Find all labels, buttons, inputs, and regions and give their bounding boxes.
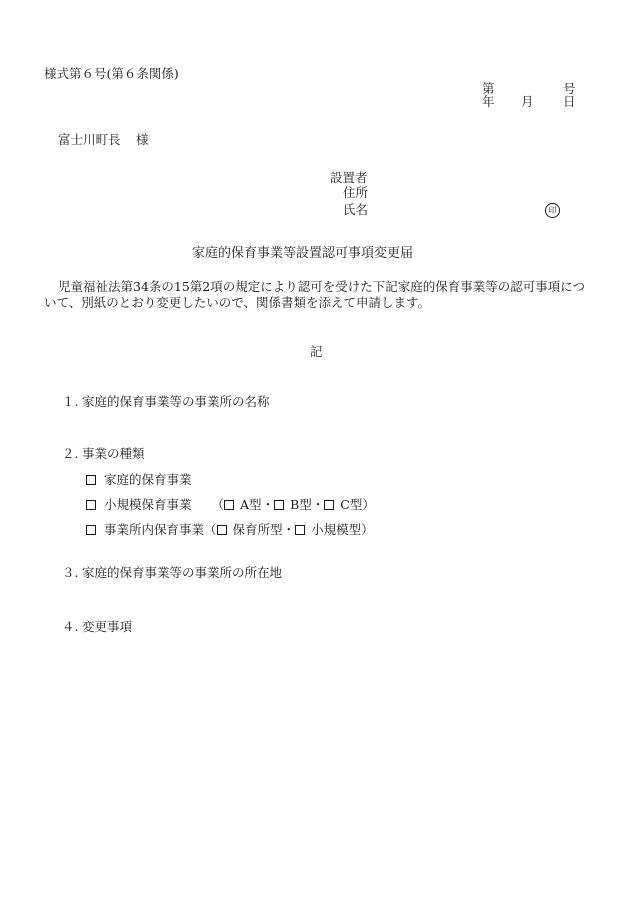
type-c-label: C型 (340, 497, 363, 512)
type-b-checkbox[interactable] (274, 500, 284, 510)
workplace-paren-open: （ (204, 522, 217, 537)
date-day-label: 日 (563, 94, 576, 109)
document-number-suffix: 号 (563, 81, 576, 96)
type-c-checkbox[interactable] (324, 500, 334, 510)
recipient-honorific: 様 (136, 132, 149, 147)
separator: ・ (282, 522, 296, 537)
workplace-label: 事業所内保育事業 (104, 522, 205, 537)
small-type-label: 小規模型 (311, 522, 362, 537)
item-number: ４. (62, 619, 79, 634)
address-label: 住所 (343, 185, 369, 200)
family-care-label: 家庭的保育事業 (104, 472, 192, 487)
applicant-label: 設置者 (330, 170, 368, 185)
type-b-label: B型 (290, 497, 312, 512)
separator: ・ (261, 497, 275, 512)
type-a-checkbox[interactable] (224, 500, 234, 510)
type-a-label: A型 (240, 497, 262, 512)
ki-heading: 記 (310, 344, 323, 359)
item-number: ２. (62, 446, 79, 461)
family-care-checkbox[interactable] (86, 475, 96, 485)
item-label: 事業の種類 (82, 446, 145, 461)
recipient-name: 富士川町長 (58, 132, 121, 147)
item-changes (62, 621, 132, 634)
option-family-care (86, 474, 192, 487)
small-scale-paren-open: （ (211, 497, 225, 512)
small-scale-label: 小規模保育事業 (104, 497, 192, 512)
option-workplace (86, 524, 374, 537)
item-label: 変更事項 (82, 619, 133, 634)
nursery-type-label: 保育所型 (232, 522, 283, 537)
document-number-label: 第 (482, 81, 495, 96)
item-facility-address (62, 567, 282, 580)
date-month-label: 月 (521, 94, 534, 109)
item-facility-name (62, 396, 270, 409)
item-number: ３. (62, 565, 79, 580)
item-business-type (62, 448, 145, 461)
name-label: 氏名 (343, 202, 369, 217)
workplace-checkbox[interactable] (86, 525, 96, 535)
document-title: 家庭的保育事業等設置認可事項変更届 (192, 246, 414, 261)
date-year-label: 年 (482, 94, 495, 109)
small-type-checkbox[interactable] (295, 525, 305, 535)
paren-close: ） (362, 497, 375, 512)
option-small-scale (86, 499, 375, 512)
small-scale-checkbox[interactable] (86, 500, 96, 510)
paren-close: ） (361, 522, 374, 537)
item-number: １. (62, 394, 79, 409)
item-label: 家庭的保育事業等の事業所の名称 (82, 394, 270, 409)
nursery-type-checkbox[interactable] (217, 525, 227, 535)
item-label: 家庭的保育事業等の事業所の所在地 (82, 565, 283, 580)
body-text: 児童福祉法第34条の15第2項の規定により認可を受けた下記家庭的保育事業等の認可事項について、別紙のとおり変更したいので、関係書類を添えて申請します。 (44, 279, 586, 310)
form-number: 様式第６号(第６条関係) (44, 66, 179, 81)
separator: ・ (311, 497, 325, 512)
seal-icon: 印 (545, 203, 560, 218)
